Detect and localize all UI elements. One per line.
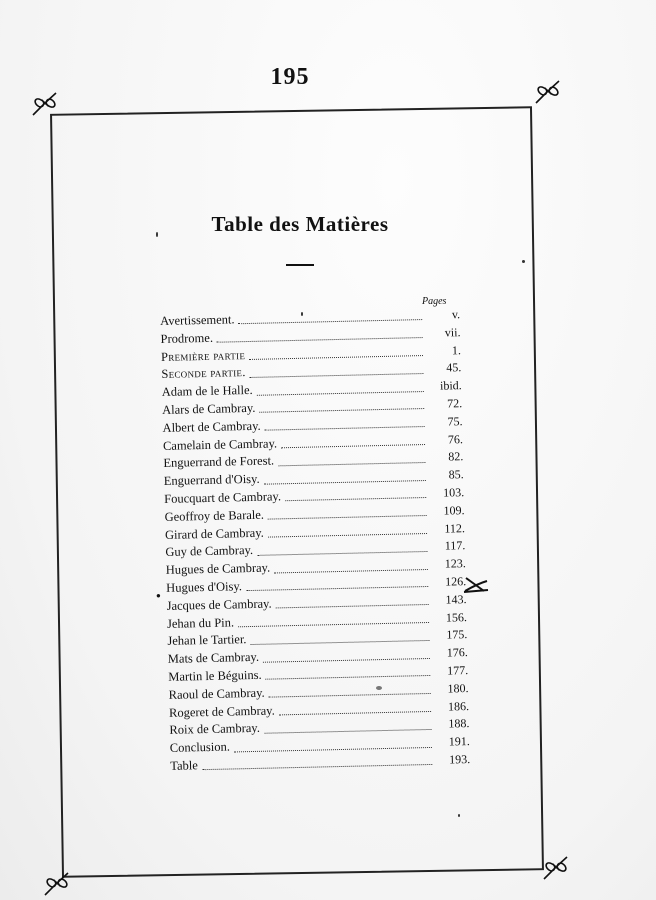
toc-entry-page: 1. xyxy=(451,342,462,357)
paper-speck xyxy=(522,260,525,263)
toc-entry-page: 112. xyxy=(444,520,466,536)
toc-entry-page: 72. xyxy=(446,396,463,411)
toc-entry-title: Enguerrand d'Oisy. xyxy=(163,471,260,489)
dot-leader xyxy=(257,391,424,396)
toc-entry-title: Raoul de Cambray. xyxy=(168,685,265,702)
toc-entry-page: 191. xyxy=(448,734,470,749)
dot-leader xyxy=(246,586,428,591)
toc-entry-page: 177. xyxy=(447,663,469,678)
toc-entry-title: Avertissement. xyxy=(160,312,235,328)
toc-entry-page: vii. xyxy=(444,324,461,340)
toc-entry-page: 126. xyxy=(444,574,467,589)
toc-entry-title: Albert de Cambray. xyxy=(162,418,261,435)
toc-entry-page: 156. xyxy=(445,609,468,625)
dot-leader xyxy=(239,319,423,324)
toc-entry-title: Jehan le Tartier. xyxy=(167,632,247,649)
toc-entry-title: Rogeret de Cambray. xyxy=(168,703,275,720)
toc-entry-title: Adam de le Halle. xyxy=(161,383,253,400)
dot-leader xyxy=(268,515,427,520)
toc-entry-title: Seconde partie. xyxy=(161,365,246,382)
toc-entry-page: 76. xyxy=(447,431,464,447)
paper-speck xyxy=(376,686,382,690)
dot-leader xyxy=(265,426,425,431)
toc-entry-page: v. xyxy=(451,307,461,322)
dot-leader xyxy=(274,569,428,573)
toc-entry-page: 176. xyxy=(446,645,468,660)
toc-entry-title: Hugues d'Oisy. xyxy=(166,579,243,595)
corner-ornament-icon xyxy=(541,852,571,882)
toc-entry-page: 117. xyxy=(444,538,466,553)
title-divider xyxy=(286,264,314,266)
toc-entry-title: Foucquart de Cambray. xyxy=(164,489,282,506)
dot-leader xyxy=(217,337,423,343)
toc-entry-page: 180. xyxy=(447,680,469,696)
paper-speck xyxy=(156,232,158,237)
toc-entry-title: Hugues de Cambray. xyxy=(165,560,271,578)
toc-entry-page: 175. xyxy=(446,627,468,642)
toc-entry-title: Prodrome. xyxy=(160,330,214,346)
pages-column-label: Pages xyxy=(422,296,447,307)
toc-entry-title: Jehan du Pin. xyxy=(166,614,235,631)
toc-entry-title: Première partie xyxy=(160,347,246,364)
toc-entry-page: 193. xyxy=(449,752,471,767)
table-of-contents xyxy=(160,307,470,776)
dot-leader xyxy=(266,675,431,680)
dot-leader xyxy=(249,355,423,360)
toc-entry-page: ibid. xyxy=(439,378,462,393)
page-title: Table des Matières xyxy=(211,212,389,236)
dot-leader xyxy=(269,693,431,698)
paper-speck xyxy=(301,312,303,316)
toc-entry-page: 82. xyxy=(448,449,464,464)
corner-ornament-icon xyxy=(533,76,563,106)
toc-entry-page: 143. xyxy=(445,591,467,607)
toc-entry-title: Conclusion. xyxy=(169,739,231,756)
toc-entry-title: Geoffroy de Barale. xyxy=(164,507,265,524)
dot-leader xyxy=(238,622,429,627)
toc-entry-title: Guy de Cambray. xyxy=(165,543,254,560)
dot-leader xyxy=(263,657,430,662)
toc-entry-title: Alars de Cambray. xyxy=(162,400,256,417)
corner-ornament-icon xyxy=(42,868,72,898)
dot-leader xyxy=(202,764,432,770)
dot-leader xyxy=(264,480,426,485)
toc-entry-title: Table xyxy=(170,758,198,773)
dot-leader xyxy=(264,729,431,734)
dot-leader xyxy=(279,711,431,715)
margin-bullet-mark: ● xyxy=(156,591,161,600)
toc-entry-page: 45. xyxy=(446,360,462,375)
dot-leader xyxy=(234,746,432,751)
dot-leader xyxy=(260,408,425,413)
toc-entry-title: Jacques de Cambray. xyxy=(166,596,272,613)
dot-leader xyxy=(257,551,427,556)
toc-entry-title: Girard de Cambray. xyxy=(164,525,264,542)
toc-entry-page: 75. xyxy=(447,413,463,429)
toc-entry-title: Roix de Cambray. xyxy=(169,721,261,738)
dot-leader xyxy=(285,497,426,501)
dot-leader xyxy=(278,462,425,466)
toc-entry-page: 188. xyxy=(448,716,470,731)
dot-leader xyxy=(276,604,429,608)
dot-leader xyxy=(268,533,427,538)
toc-entry-page: 123. xyxy=(444,556,466,571)
dot-leader xyxy=(250,373,424,378)
toc-entry-title: Enguerrand de Forest. xyxy=(163,453,275,471)
toc-entry-title: Camelain de Cambray. xyxy=(162,435,278,453)
paper-speck xyxy=(458,814,460,817)
toc-entry-title: Martin le Béguins. xyxy=(168,667,262,684)
corner-ornament-icon xyxy=(30,88,60,118)
dot-leader xyxy=(281,444,425,448)
toc-entry-page: 85. xyxy=(448,467,464,482)
toc-entry-title: Mats de Cambray. xyxy=(167,649,260,667)
dot-leader xyxy=(251,640,430,645)
handwritten-x-mark xyxy=(462,575,490,595)
toc-entry-page: 109. xyxy=(443,502,465,518)
toc-entry-page: 186. xyxy=(447,698,470,714)
toc-entry-page: 103. xyxy=(442,485,465,500)
page-number: 195 xyxy=(270,64,310,90)
